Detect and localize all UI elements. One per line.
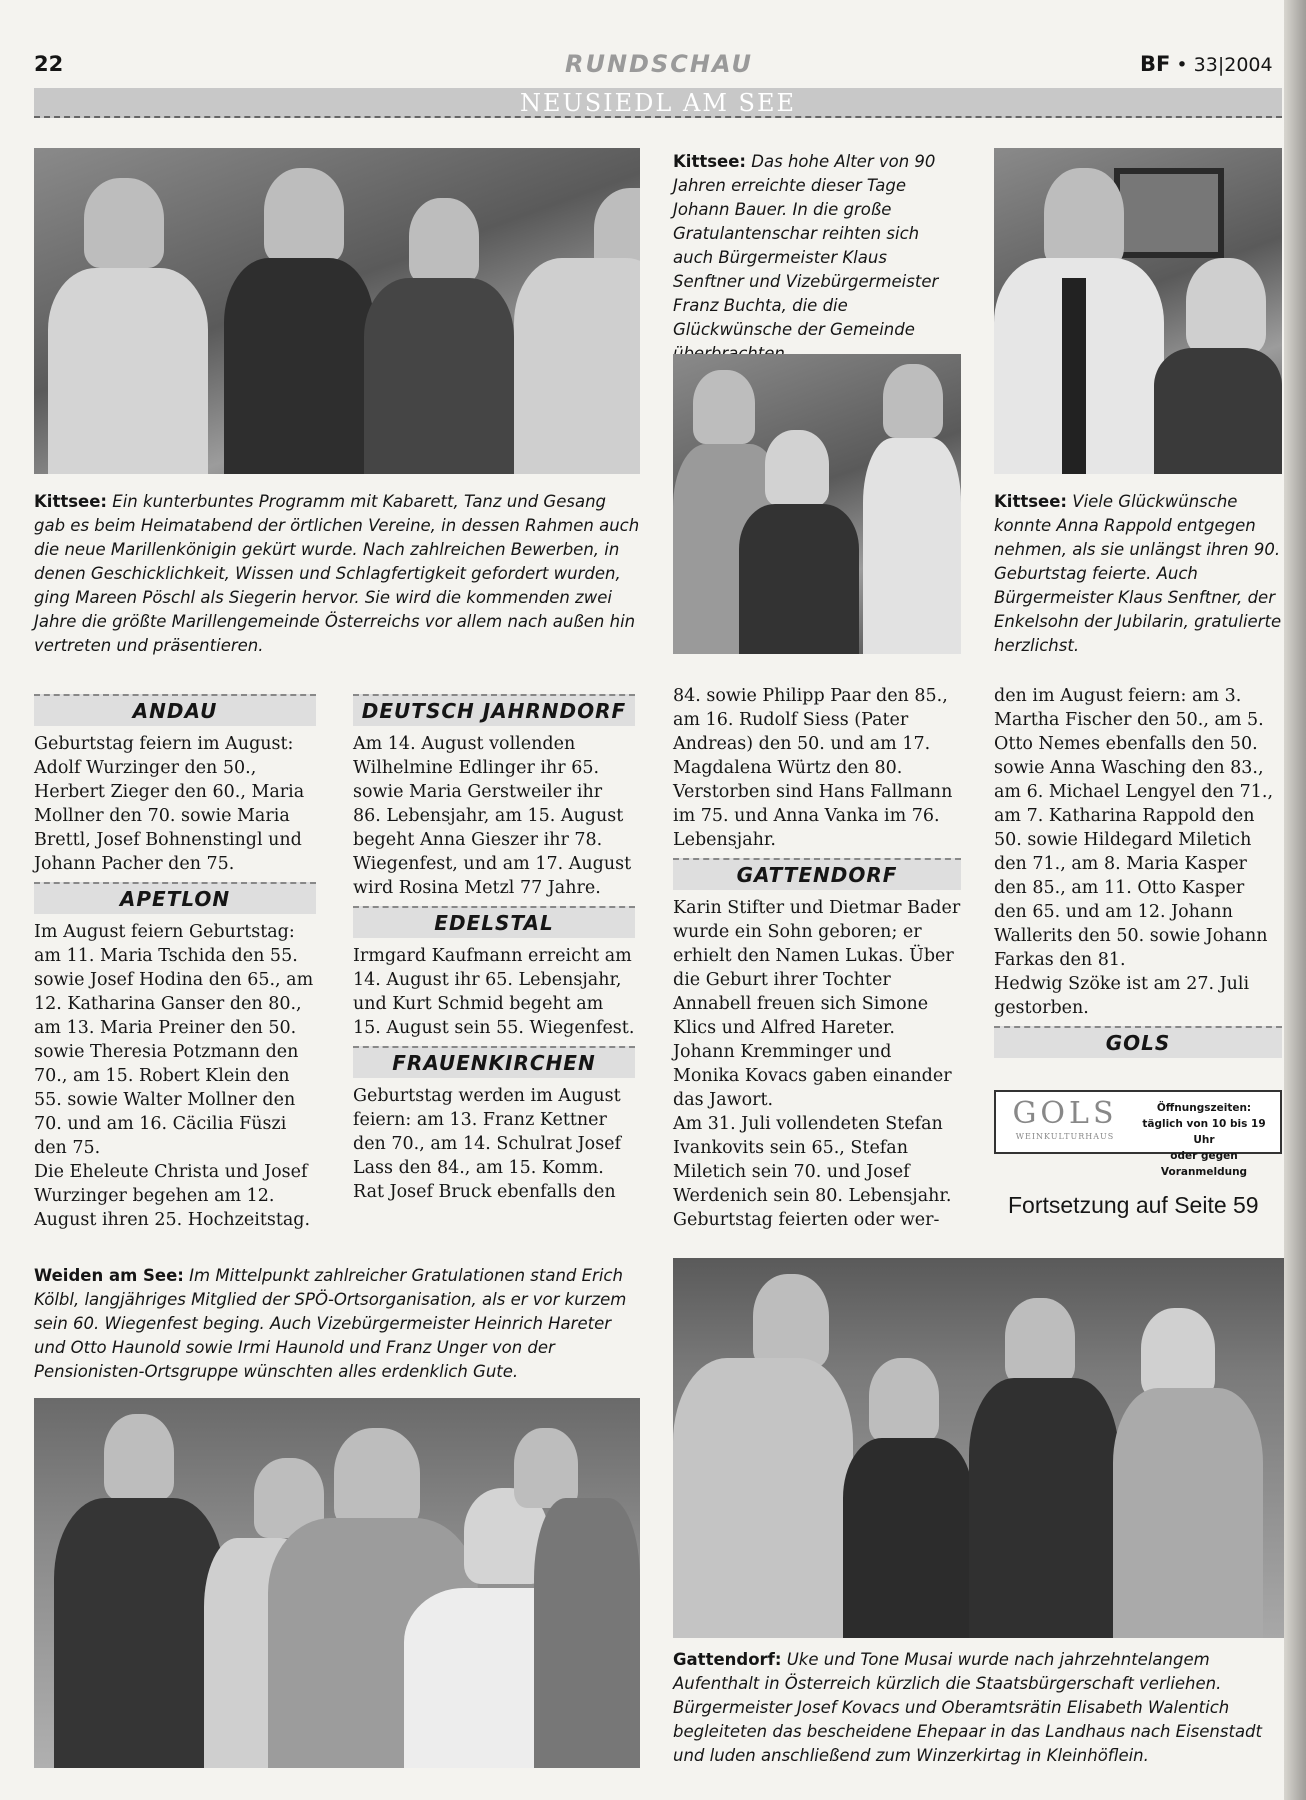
caption-text: Das hohe Alter von 90 Jahren erreichte dieser Tage Johann Bauer. In die große Gratulantenschar reihten sich auch Bürgermeister Klaus Senftner und Vizebürgermeister Franz Buchta, die die Glückwünsche der Gemeinde	[673, 152, 939, 339]
text-andau: Geburtstag feiern im August: Adolf Wurzinger den 50., Herbert Zieger den 60., Maria Mollner den 70. sowie Maria Brettl, Josef Bohnenstingl und Johann Pacher den 75.	[34, 734, 305, 874]
ad-appointment: oder gegen Voranmeldung	[1160, 1150, 1248, 1178]
caption-place: Kittsee:	[673, 152, 747, 171]
ad-logo-subtitle: WEINKULTURHAUS	[1015, 1132, 1115, 1141]
text-apetlon: Im August feiern Geburtstag: am 11. Maria Tschida den 55. sowie Josef Hodina den 65., am 12. Katharina Ganser den 80., am 13. Maria Preiner den 50. sowie Theresia Potzmann den 70., am 15. Robert Klein den 55. sowie Walter Mollner den 70. und am 16. Cäcilia Füszi den 75.	[34, 922, 314, 1158]
heading-edelstal: EDELSTAL	[353, 906, 635, 938]
ad-logo	[1004, 1096, 1126, 1150]
issue-separator: •	[1176, 54, 1188, 76]
caption-text: Ein kunterbuntes Programm mit Kabarett, Tanz und Gesang gab es beim Heimatabend der örtlichen Vereine, in dessen Rahmen auch die neue Marillenkönigin gekürt wurde. Nach zahlreichen Bewerben, in denen Geschicklichkeit, Wissen und Schlagfertigkeit gefordert wurden, ging Mareen Pöschl als Siegerin hervor. Sie wird die kommenden zwei Jahre die größte Marillengemeinde Österreichs vor allem nach außen hin vertreten und präsentieren.	[34, 492, 640, 655]
text-gattendorf-cont: den im August feiern: am 3. Martha Fischer den 50., am 5. Otto Nemes ebenfalls den 50. sowie Anna Wasching den 83., am 6. Michael Lengyel den 71., am 7. Katharina Rappold den 50. sowie Hildegard Miletich den 71., am 8. Maria Kasper den 85., am 11. Otto Kasper den 65. und am 12. Johann Wallerits den 50. sowie Johann Farkas den 81.	[994, 686, 1274, 970]
heading-apetlon: APETLON	[34, 882, 316, 914]
page-spine	[1284, 0, 1306, 1800]
heading-gols: GOLS	[994, 1026, 1282, 1058]
text-gattendorf: Karin Stifter und Dietmar Bader wurde ein Sohn geboren; er erhielt den Namen Lukas. Über die Geburt ihrer Tochter Annabell freuen sich Simone Klics und Alfred Hareter. Johann Kremminger und Monika Kovacs gaben einander das Jawort.	[673, 898, 961, 1110]
section-title: RUNDSCHAU	[565, 50, 753, 78]
heading-andau: ANDAU	[34, 694, 316, 726]
text-apetlon-2: Die Eheleute Christa und Josef Wurzinger begehen am 12. August ihren 25. Hochzeitstag.	[34, 1162, 311, 1230]
caption-place: Kittsee:	[994, 492, 1068, 511]
ad-opening-hours: täglich von 10 bis 19 Uhr	[1142, 1118, 1266, 1146]
heading-frauenkirchen: FRAUENKIRCHEN	[353, 1046, 635, 1078]
caption-place: Weiden am See:	[34, 1266, 184, 1285]
region-banner-title: NEUSIEDL AM SEE	[519, 89, 796, 117]
caption-text: Viele Glückwünsche konnte Anna Rappold entgegen nehmen, als sie unlängst ihren 90. Geburtstag feierte. Auch Bürgermeister Klaus Senftner, der Enkelsohn der Jubilarin, gratulierte herzlichst.	[994, 492, 1282, 655]
caption-kittsee-main	[34, 490, 640, 658]
ad-opening-label: Öffnungszeiten:	[1156, 1102, 1252, 1114]
issue-number: 33|2004	[1193, 54, 1273, 76]
caption-gattendorf	[673, 1648, 1284, 1768]
text-deutsch-jahrndorf: Am 14. August vollenden Wilhelmine Edlinger ihr 65. sowie Maria Gerstweiler ihr 86. Lebensjahr, am 15. August begeht Anna Gieszer ihr 78. Wiegenfest, und am 17. August wird Rosina Metzl 77 Jahre.	[353, 734, 632, 898]
issue-brand: BF	[1140, 52, 1171, 76]
heading-gattendorf: GATTENDORF	[673, 858, 961, 890]
text-gattendorf-cont-2: Hedwig Szöke ist am 27. Juli gestorben.	[994, 974, 1250, 1018]
column-3	[673, 684, 961, 1232]
ad-text	[1130, 1100, 1278, 1180]
caption-place: Gattendorf:	[673, 1650, 782, 1669]
page-number: 22	[34, 52, 64, 76]
caption-weiden	[34, 1264, 644, 1384]
text-edelstal: Irmgard Kaufmann erreicht am 14. August ihr 65. Lebensjahr, und Kurt Schmid begeht am 15. August sein 55. Wiegenfest.	[353, 946, 635, 1038]
column-4	[994, 684, 1282, 1064]
text-frauenkirchen-cont: 84. sowie Philipp Paar den 85., am 16. Rudolf Siess (Pater Andreas) den 50. und am 17. Magdalena Würtz den 80. Verstorben sind Hans Fallmann im 75. und Anna Vanka im 76. Lebensjahr.	[673, 686, 953, 850]
photo-johann-bauer	[673, 354, 961, 654]
photo-anna-rappold	[994, 148, 1282, 474]
photo-gattendorf-musai	[673, 1258, 1284, 1638]
text-frauenkirchen: Geburtstag werden im August feiern: am 13. Franz Kettner den 70., am 14. Schulrat Josef Lass den 84., am 15. Komm. Rat Josef Bruck ebenfalls den	[353, 1086, 622, 1202]
photo-marillenkoenigin	[34, 148, 640, 474]
column-2	[353, 688, 635, 1204]
ad-logo-text: GOLS	[1012, 1096, 1118, 1131]
photo-weiden-koelbl	[34, 1398, 640, 1768]
continuation-note: Fortsetzung auf Seite 59	[1008, 1192, 1259, 1218]
text-gattendorf-2: Am 31. Juli vollendeten Stefan Ivankovits sein 65., Stefan Miletich sein 70. und Josef Werdenich sein 80. Lebensjahr. Geburtstag feierten oder wer-	[673, 1114, 952, 1230]
caption-text: Im Mittelpunkt zahlreicher Gratulationen stand Erich Kölbl, langjähriges Mitglied der SPÖ-Ortsorganisation, als er vor kurzem sein 60. Wiegenfest beging. Auch Vizebürgermeister Heinrich Hareter und Otto Haunold sowie Irmi Haunold und Franz Unger von der Pensionisten-Ortsgruppe wünschten alles erdenklich Gute.	[34, 1266, 627, 1381]
caption-text: Uke und Tone Musai wurde nach jahrzehntelangem Aufenthalt in Österreich kürzlich die Staatsbürgerschaft verliehen. Bürgermeister Josef Kovacs und Oberamtsrätin Elisabeth Walentich begleiteten das bescheidene Ehepaar in das Landhaus nach Eisenstadt und luden anschließend zum Winzerkirtag in Kleinhöflein.	[673, 1650, 1263, 1765]
caption-kittsee-bauer	[673, 150, 955, 366]
ad-weinkulturhaus	[994, 1090, 1282, 1178]
region-banner	[34, 88, 1282, 118]
issue-label	[1140, 52, 1273, 76]
heading-deutsch-jahrndorf: DEUTSCH JAHRNDORF	[353, 694, 635, 726]
column-1	[34, 688, 316, 1232]
caption-place: Kittsee:	[34, 492, 108, 511]
caption-kittsee-rappold	[994, 490, 1284, 658]
